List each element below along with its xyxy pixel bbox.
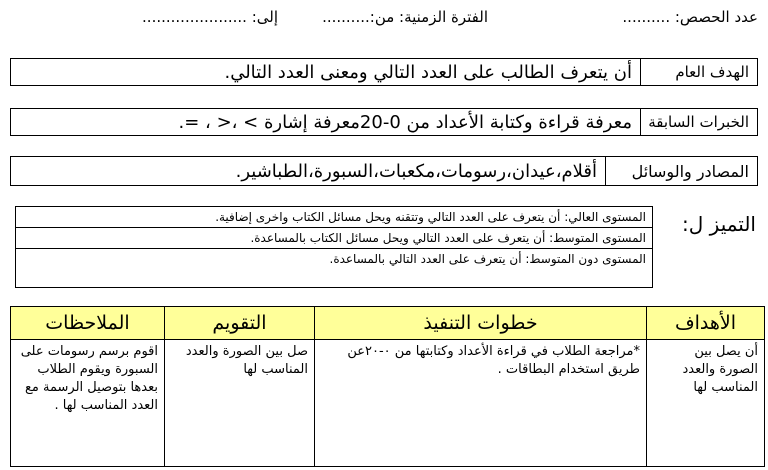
- lesson-plan-table: [10, 306, 765, 467]
- general-goal-label: الهدف العام: [640, 59, 757, 85]
- differentiation-label: التميز ل:: [682, 212, 756, 236]
- prior-experience-box: [10, 108, 758, 136]
- prior-experience-value: معرفة قراءة وكتابة الأعداد من 0-20معرفة إشارة > ،< ، =.: [178, 111, 632, 133]
- sessions-count: عدد الحصص: ..........: [622, 8, 758, 26]
- resources-value: أقلام،عيدان،رسومات،مكعبات،السبورة،الطباشير.: [235, 160, 597, 182]
- level-high: المستوى العالي: أن يتعرف على العدد التالي وتتقنه ويحل مسائل الكتاب واخرى إضافية.: [16, 207, 652, 228]
- header-notes: الملاحظات: [11, 307, 165, 340]
- table-row: [11, 340, 765, 467]
- table-header-row: [11, 307, 765, 340]
- cell-steps: *مراجعة الطلاب في قراءة الأعداد وكتابتها من ٠-٢٠عن طريق استخدام البطاقات .: [315, 340, 647, 467]
- level-medium: المستوى المتوسط: أن يتعرف على العدد التالي ويحل مسائل الكتاب بالمساعدة.: [16, 228, 652, 249]
- prior-experience-label: الخبرات السابقة: [640, 109, 757, 135]
- header-line: [10, 8, 758, 32]
- cell-evaluation: صل بين الصورة والعدد المناسب لها: [165, 340, 315, 467]
- resources-label: المصادر والوسائل: [605, 157, 757, 185]
- header-goals: الأهداف: [647, 307, 765, 340]
- cell-notes: اقوم برسم رسومات على السبورة ويقوم الطلاب بعدها بتوصيل الرسمة مع العدد المناسب لها .: [11, 340, 165, 467]
- time-period-to: إلى: ......................: [142, 8, 278, 26]
- general-goal-value: أن يتعرف الطالب على العدد التالي ومعنى العدد التالي.: [224, 61, 632, 83]
- level-low: المستوى دون المتوسط: أن يتعرف على العدد التالي بالمساعدة.: [329, 252, 646, 266]
- header-steps: خطوات التنفيذ: [315, 307, 647, 340]
- time-period-from: الفترة الزمنية: من:..........: [322, 8, 488, 26]
- resources-box: [10, 156, 758, 186]
- differentiation-box: [15, 206, 653, 288]
- cell-goal: أن يصل بين الصورة والعدد المناسب لها: [647, 340, 765, 467]
- general-goal-box: [10, 58, 758, 86]
- header-evaluation: التقويم: [165, 307, 315, 340]
